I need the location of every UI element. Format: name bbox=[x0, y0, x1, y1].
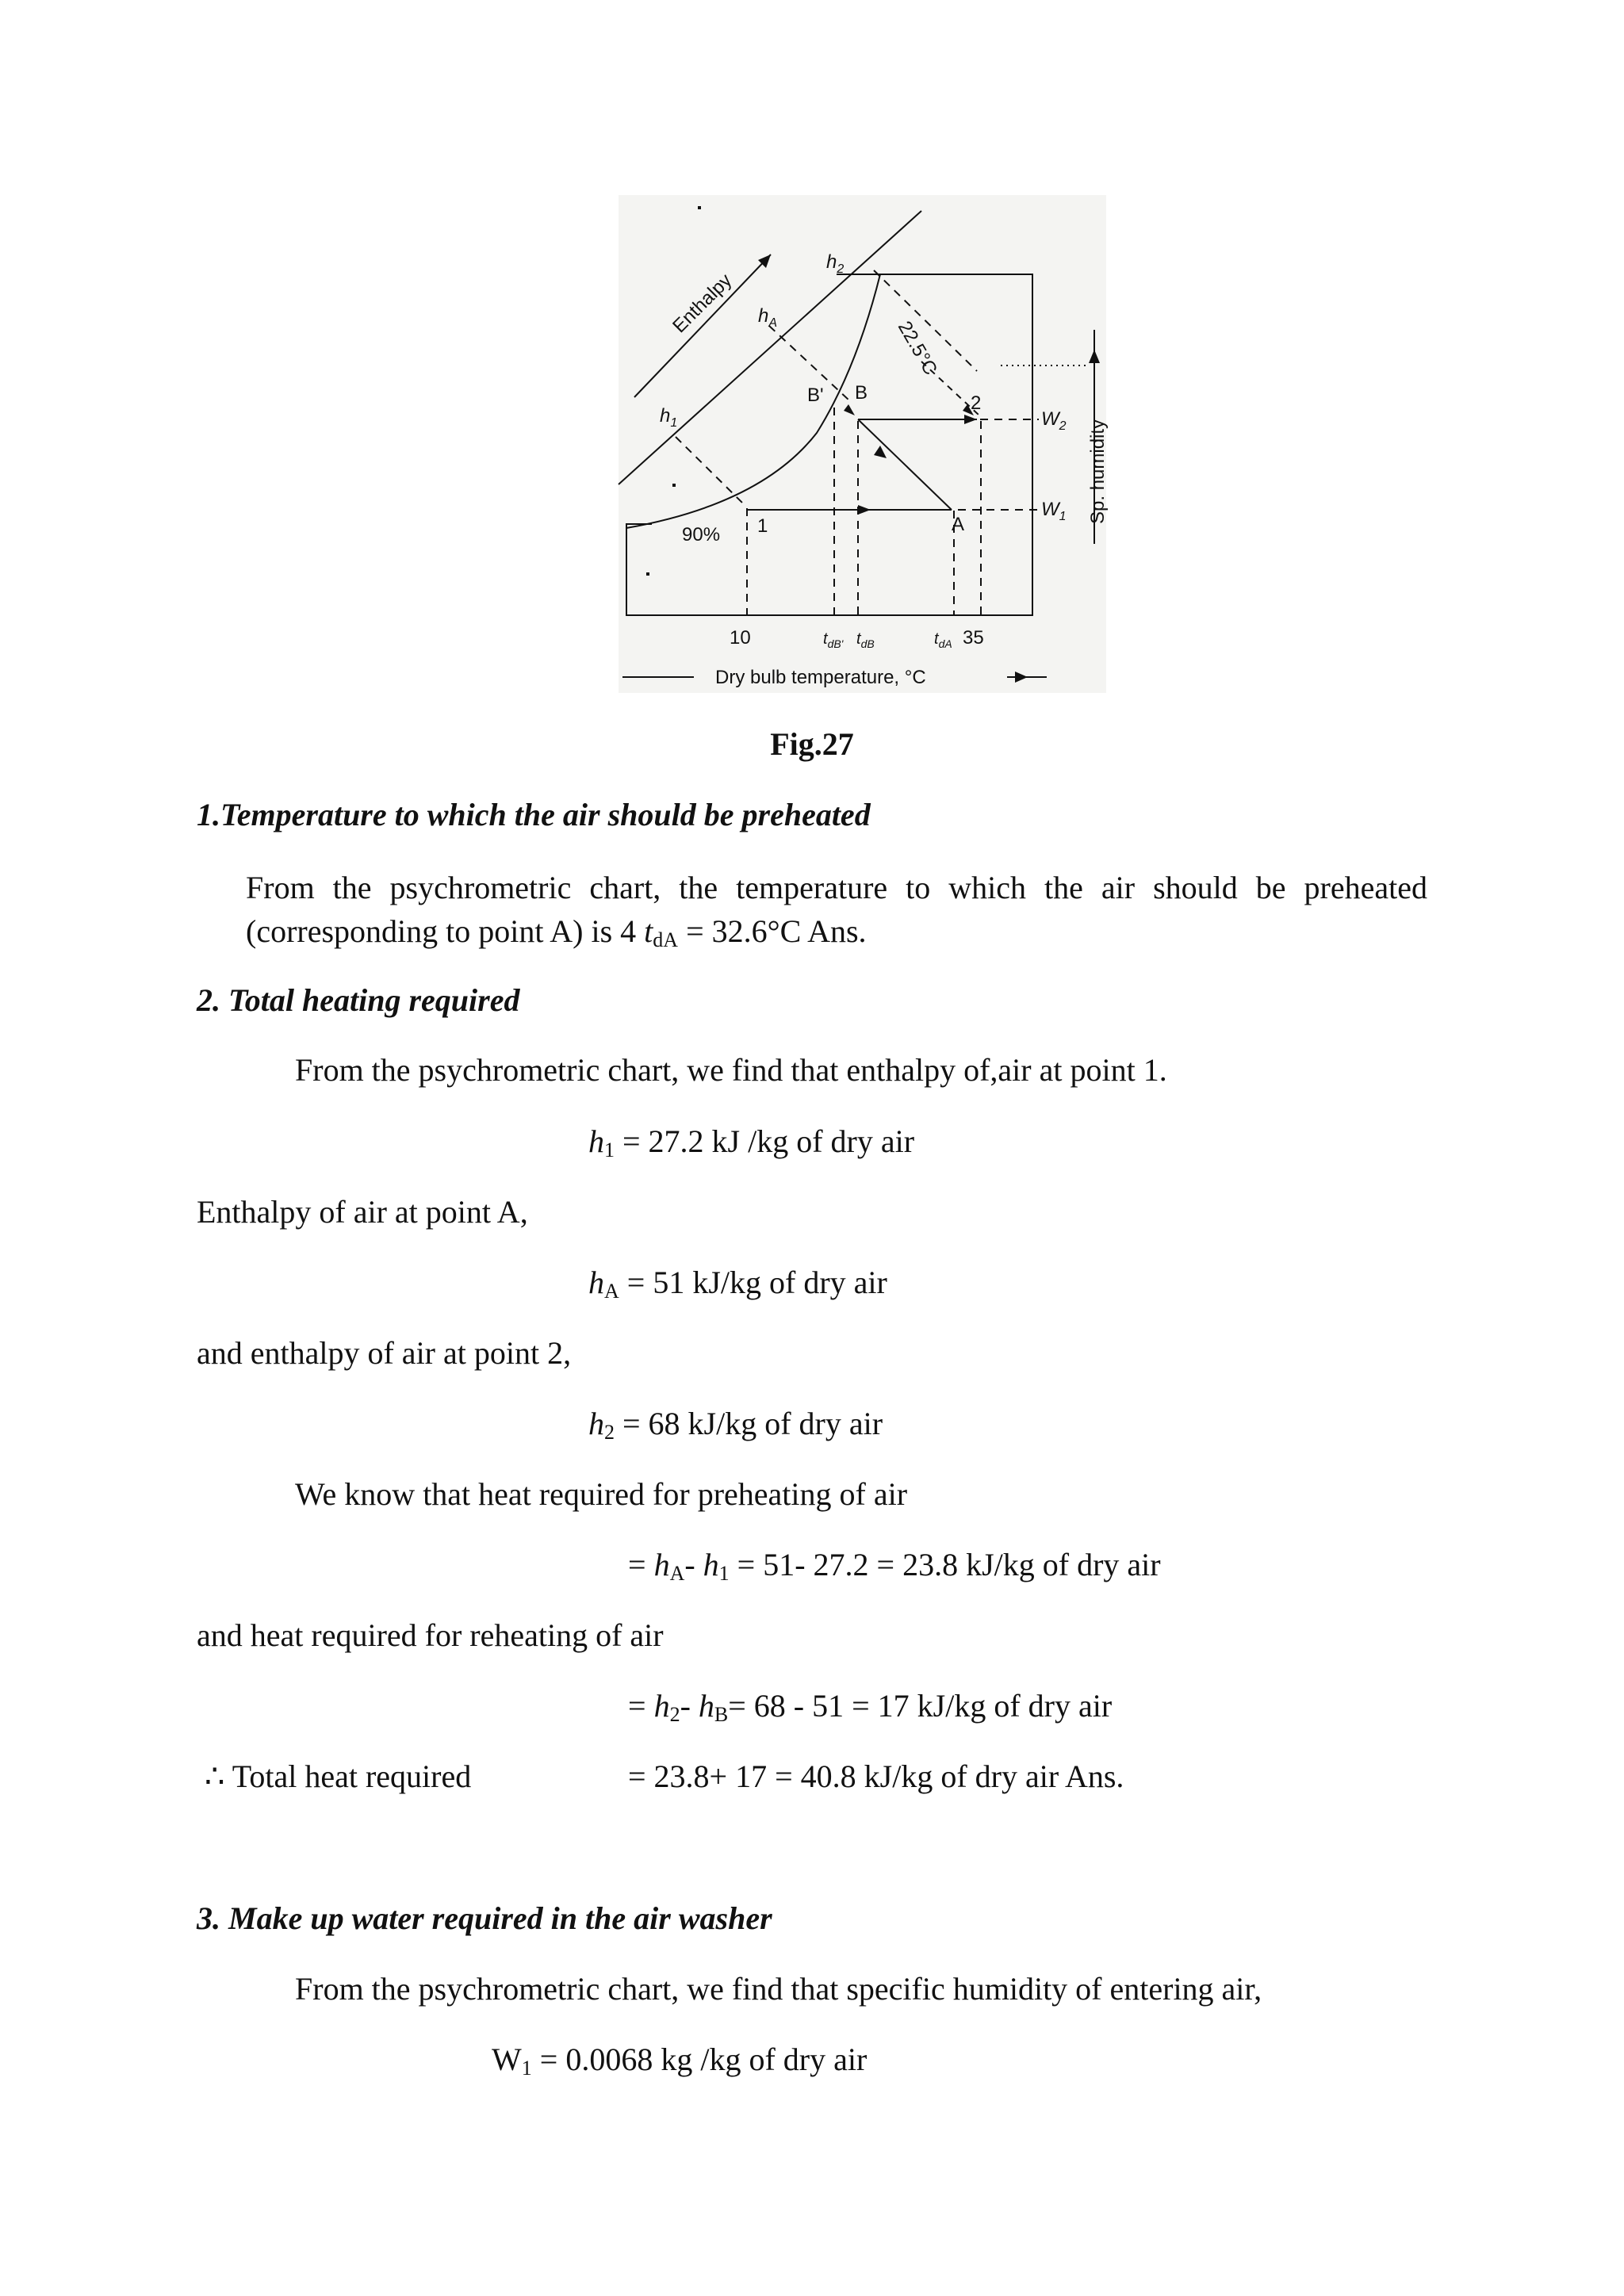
saturation-line bbox=[619, 211, 921, 484]
reheat-eq-s1: 2 bbox=[669, 1703, 680, 1726]
eq-h2-var: h bbox=[588, 1406, 604, 1441]
reheat-equation bbox=[628, 1687, 1112, 1725]
reheat-eq-v1: h bbox=[653, 1688, 670, 1724]
section-1-heading: 1.Temperature to which the air should be preheated bbox=[197, 797, 871, 832]
w2-label: $W_2$ bbox=[1041, 408, 1067, 433]
arrow-head-B bbox=[844, 404, 855, 415]
x-tick-tdB: $t_{dB}$ bbox=[856, 630, 875, 650]
arrow-head-B2 bbox=[964, 415, 977, 424]
dot-left bbox=[672, 484, 676, 487]
arrow-head-1A bbox=[858, 505, 871, 515]
w1-label: $W_1$ bbox=[1041, 499, 1067, 523]
h1-label: $h_1$ bbox=[660, 405, 678, 430]
process-A-B bbox=[858, 419, 952, 510]
section-3-intro: From the psychrometric chart, we find that specific humidity of entering air, bbox=[295, 1971, 1262, 2007]
sp-humidity-label: Sp. humidity bbox=[1087, 419, 1109, 524]
h1-dashed-line bbox=[676, 437, 744, 504]
total-heat-equation: = 23.8+ 17 = 40.8 kJ/kg of dry air Ans. bbox=[628, 1758, 1124, 1794]
preheat-eq-mid: - bbox=[684, 1547, 703, 1582]
reheat-eq-v2: h bbox=[698, 1688, 714, 1724]
x-axis-label: Dry bulb temperature, °C bbox=[715, 667, 926, 688]
point-2-label: 2 bbox=[971, 392, 982, 414]
b-label: B bbox=[855, 382, 868, 404]
eq-h1-rest: = 27.2 kJ /kg of dry air bbox=[615, 1123, 915, 1159]
eq-h1-sub: 1 bbox=[604, 1138, 615, 1161]
reheat-eq-s2: B bbox=[714, 1703, 729, 1726]
eq-w1-rest: = 0.0068 kg /kg of dry air bbox=[531, 2042, 868, 2077]
eq-h1-var: h bbox=[588, 1123, 604, 1159]
b-prime-label: B' bbox=[807, 385, 824, 406]
reheat-text: and heat required for reheating of air bbox=[197, 1617, 664, 1653]
eq-h2-sub: 2 bbox=[604, 1421, 615, 1444]
sp-humidity-arrow-head bbox=[1089, 350, 1100, 363]
rh-90-label: 90% bbox=[682, 524, 721, 545]
preheat-eq-v1: h bbox=[653, 1547, 670, 1582]
hA-label: $h_A$ bbox=[758, 305, 778, 330]
x-tick-35: 35 bbox=[963, 627, 984, 649]
x-axis-arrow-head bbox=[1015, 672, 1028, 683]
x-tick-tdA: $t_{dA}$ bbox=[934, 630, 952, 650]
eq-h2-rest: = 68 kJ/kg of dry air bbox=[615, 1406, 883, 1441]
preheat-eq-s1: A bbox=[669, 1562, 685, 1585]
preheat-eq-s2: 1 bbox=[718, 1562, 730, 1585]
section-1-var: t bbox=[644, 913, 653, 949]
section-2-intro: From the psychrometric chart, we find that enthalpy of,air at point 1. bbox=[295, 1052, 1167, 1088]
reheat-eq-mid: - bbox=[680, 1688, 699, 1724]
section-3-heading: 3. Make up water required in the air washer bbox=[197, 1900, 772, 1936]
point-A-label: A bbox=[952, 514, 965, 535]
preheat-eq-pre: = bbox=[628, 1547, 654, 1582]
eq-w1-sub: 1 bbox=[521, 2057, 532, 2080]
preheat-eq-v2: h bbox=[703, 1547, 719, 1582]
preheat-eq-rest: = 51- 27.2 = 23.8 kJ/kg of dry air bbox=[729, 1547, 1161, 1582]
enthalpy-axis-line bbox=[634, 254, 771, 397]
eq-hA-sub: A bbox=[604, 1280, 619, 1303]
total-heat-label: ∴ Total heat required bbox=[205, 1758, 472, 1794]
x-tick-10: 10 bbox=[730, 627, 751, 649]
section-1-text-b: = 32.6°C Ans. bbox=[678, 913, 867, 949]
dot-bottom bbox=[646, 572, 649, 576]
arrow-head-AB bbox=[874, 446, 887, 458]
section-2-heading: 2. Total heating required bbox=[197, 982, 520, 1018]
preheat-equation bbox=[628, 1546, 1161, 1584]
equation-h1 bbox=[588, 1123, 914, 1161]
reheat-eq-pre: = bbox=[628, 1688, 654, 1724]
label-point-A: Enthalpy of air at point A, bbox=[197, 1194, 528, 1230]
enthalpy-label: Enthalpy bbox=[668, 270, 737, 338]
eq-hA-rest: = 51 kJ/kg of dry air bbox=[619, 1265, 887, 1300]
dot-top bbox=[698, 206, 701, 209]
point-1-label: 1 bbox=[757, 515, 768, 537]
rh-90-curve bbox=[626, 274, 880, 528]
psychrometric-chart-figure bbox=[619, 195, 1109, 693]
temp-22-5-label: 22.5°C bbox=[893, 317, 942, 379]
section-1-text-a: From the psychrometric chart, the temperature to which the air should be preheated (corresponding to point A) is 4 bbox=[246, 870, 1427, 949]
reheat-eq-rest: = 68 - 51 = 17 kJ/kg of dry air bbox=[728, 1688, 1113, 1724]
h2-label: $h_2$ bbox=[826, 251, 845, 276]
preheat-text: We know that heat required for preheating of air bbox=[295, 1476, 908, 1512]
equation-w1 bbox=[492, 2041, 867, 2079]
figure-caption: Fig.27 bbox=[770, 726, 854, 762]
eq-hA-var: h bbox=[588, 1265, 604, 1300]
equation-hA bbox=[588, 1264, 887, 1302]
section-1-var-sub: dA bbox=[653, 928, 679, 951]
label-point-2: and enthalpy of air at point 2, bbox=[197, 1335, 572, 1371]
psychrometric-chart-svg bbox=[619, 195, 1109, 693]
equation-h2 bbox=[588, 1405, 883, 1443]
eq-w1-var: W bbox=[492, 2042, 522, 2077]
section-1-paragraph bbox=[246, 866, 1427, 953]
x-tick-tdB-prime: $t_{dB'}$ bbox=[823, 630, 844, 650]
